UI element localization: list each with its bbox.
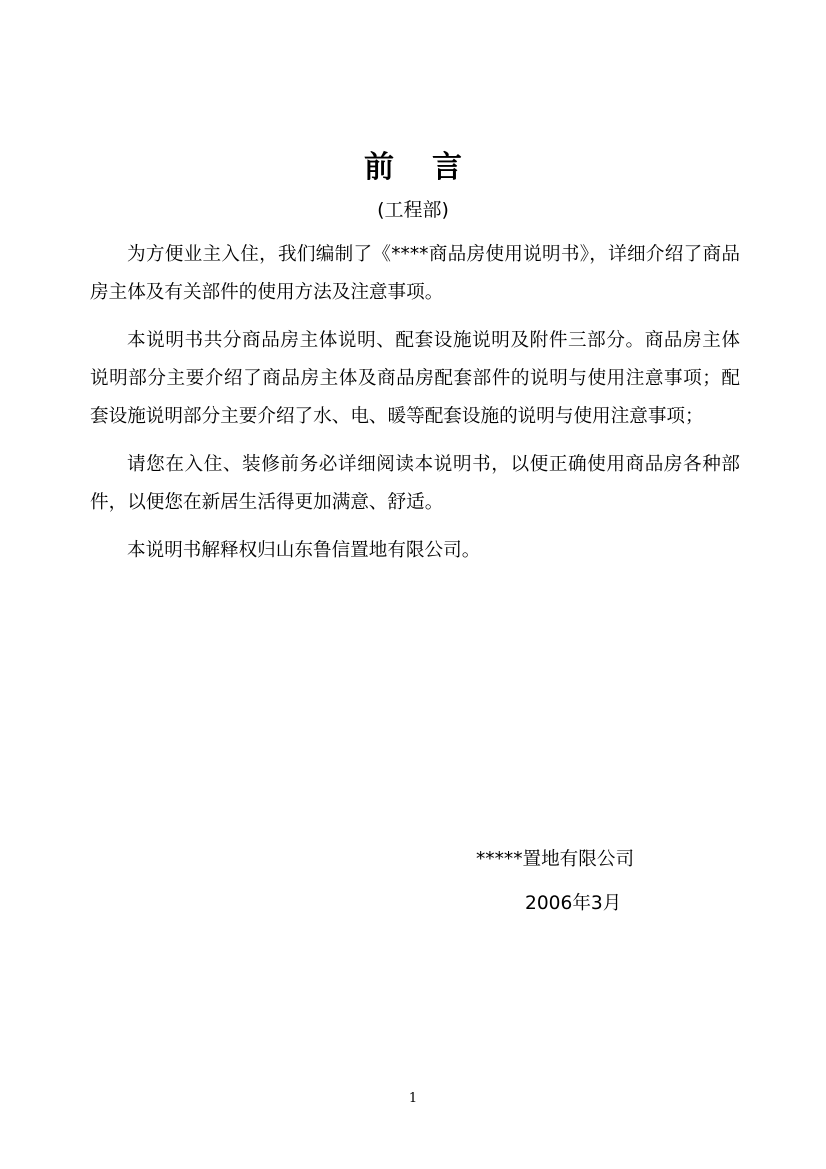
page-number: 1 [408, 1091, 418, 1106]
signature-date: 2006年3月 [525, 893, 622, 914]
body-text [90, 236, 740, 570]
paragraph-interpretation-right: 本说明书解释权归山东鲁信置地有限公司。 [127, 540, 481, 561]
paragraph-structure: 本说明书共分商品房主体说明、配套设施说明及附件三部分。商品房主体说明部分主要介绍了商品房主体及商品房配套部件的说明与使用注意事项；配套设施说明部分主要介绍了水、电、暖等配套设施的说明与使用注意事项； [90, 330, 740, 427]
signature-block [476, 845, 676, 919]
department-subtitle: (工程部) [377, 199, 449, 221]
signature-company: *****置地有限公司 [476, 849, 635, 870]
paragraph-intro: 为方便业主入住，我们编制了《****商品房使用说明书》，详细介绍了商品房主体及有关部件的使用方法及注意事项。 [90, 244, 740, 303]
paragraph-reading-advice: 请您在入住、装修前务必详细阅读本说明书，以便正确使用商品房各种部件，以便您在新居生活得更加满意、舒适。 [90, 454, 740, 513]
page-title: 前言 [364, 150, 500, 185]
